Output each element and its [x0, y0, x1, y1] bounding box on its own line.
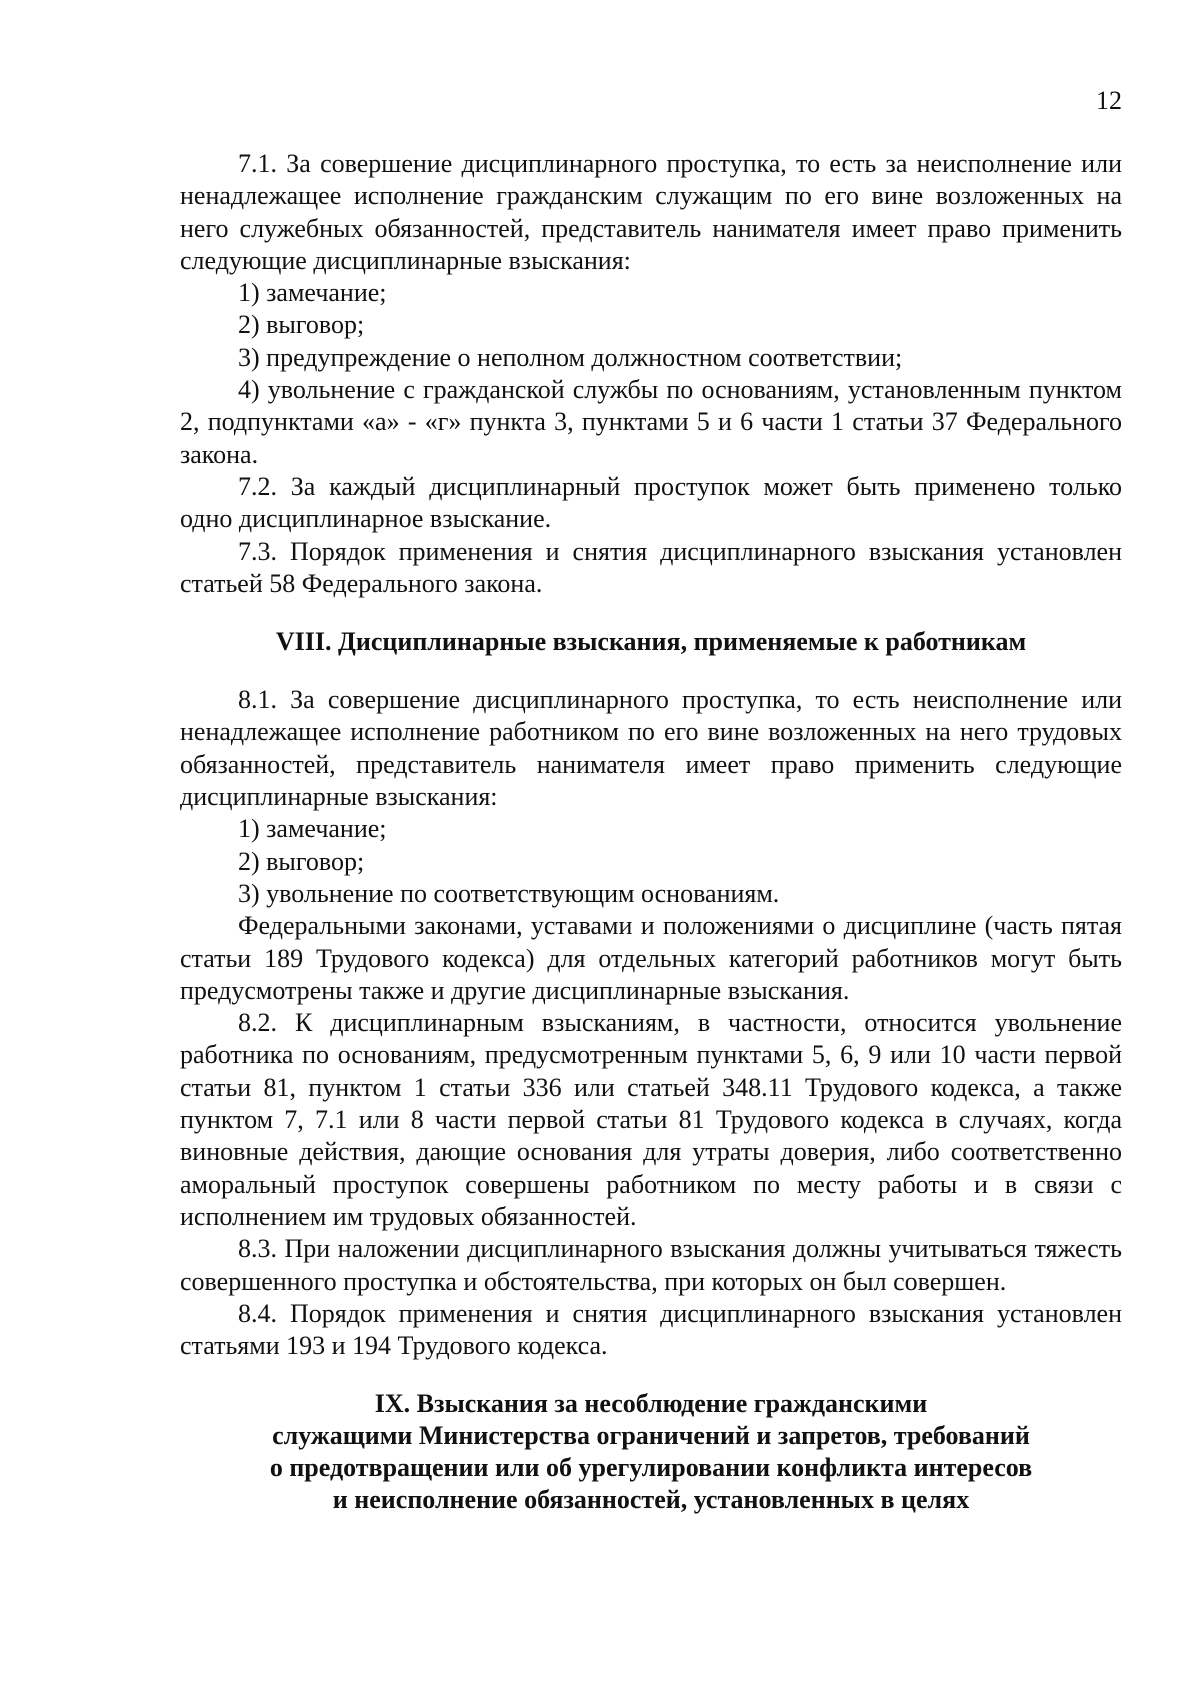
- heading-line: и неисполнение обязанностей, установленных в целях: [332, 1485, 970, 1515]
- list-item: 3) увольнение по соответствующим основаниям.: [238, 878, 780, 908]
- paragraph-8-4: 8.4. Порядок применения и снятия дисциплинарного взыскания установлен статьями 193 и 194 Трудового кодекса.: [180, 1298, 1122, 1361]
- paragraph-8-2: 8.2. К дисциплинарным взысканиям, в частности, относится увольнение работника по основаниям, предусмотренным пунктами 5, 6, 9 или 10 части первой статьи 81, пунктом 1 статьи 336 или статьей 348.11 Трудового кодекса, а также пунктом 7, 7.1 или 8 части первой статьи 81 Трудового кодекса в случаях, когда виновные действия, дающие основания для утраты доверия, либо соответственно аморальный проступок совершены работником по месту работы и в связи с исполнением им трудовых обязанностей.: [180, 1008, 1122, 1231]
- section-heading-9: [180, 1388, 1122, 1516]
- list-item: 2) выговор;: [238, 846, 365, 876]
- paragraph-8-1: 8.1. За совершение дисциплинарного проступка, то есть неисполнение или ненадлежащее исполнение работником по его вине возложенных на него трудовых обязанностей, представитель нанимателя имеет право применить следующие дисциплинарные взыскания:: [180, 685, 1122, 812]
- paragraph-7-3: 7.3. Порядок применения и снятия дисциплинарного взыскания установлен статьей 58 Федерального закона.: [180, 536, 1122, 598]
- page-number: 12: [1096, 86, 1122, 115]
- paragraph-8-3: 8.3. При наложении дисциплинарного взыскания должны учитываться тяжесть совершенного проступка и обстоятельства, при которых он был совершен.: [180, 1234, 1122, 1296]
- paragraph-7-1: 7.1. За совершение дисциплинарного проступка, то есть за неисполнение или ненадлежащее исполнение гражданским служащим по его вине возложенных на него служебных обязанностей, представитель нанимателя имеет право применить следующие дисциплинарные взыскания:: [180, 149, 1122, 275]
- document-body: [180, 148, 1122, 1516]
- list-item-4: 4) увольнение с гражданской службы по основаниям, установленным пунктом 2, подпунктами «а» - «г» пункта 3, пунктами 5 и 6 части 1 статьи 37 Федерального закона.: [180, 375, 1122, 469]
- heading-line: служащими Министерства ограничений и запретов, требований: [272, 1421, 1030, 1451]
- list-item: 1) замечание;: [238, 278, 387, 308]
- list-item: 3) предупреждение о неполном должностном соответствии;: [238, 342, 903, 372]
- list-item: 2) выговор;: [238, 310, 365, 340]
- heading-line: IX. Взыскания за несоблюдение гражданскими: [374, 1389, 928, 1419]
- paragraph-7-2: 7.2. За каждый дисциплинарный проступок может быть применено только одно дисциплинарное взыскание.: [180, 471, 1122, 534]
- section-heading-8: VIII. Дисциплинарные взыскания, применяемые к работникам: [275, 627, 1027, 657]
- list-item: 1) замечание;: [238, 814, 387, 844]
- heading-line: о предотвращении или об урегулировании конфликта интересов: [269, 1453, 1033, 1483]
- paragraph-federal-laws: Федеральными законами, уставами и положениями о дисциплине (часть пятая статьи 189 Трудового кодекса) для отдельных категорий работников могут быть предусмотрены также и другие дисциплинарные взыскания.: [180, 911, 1122, 1005]
